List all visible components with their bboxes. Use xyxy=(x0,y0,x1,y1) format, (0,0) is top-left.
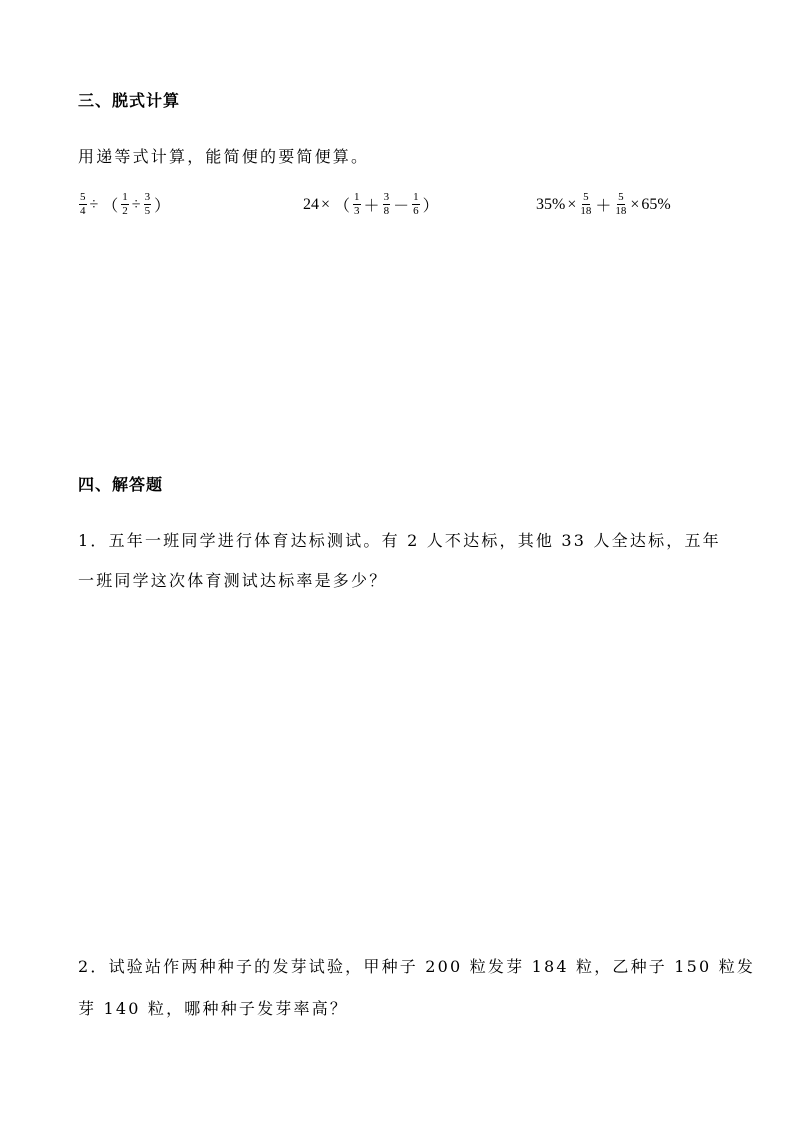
math-operator: ＋ xyxy=(595,198,612,215)
fraction-denominator: 8 xyxy=(383,205,390,217)
fraction xyxy=(144,192,152,217)
math-operator: ＋ xyxy=(363,198,380,215)
fraction-numerator: 1 xyxy=(413,191,419,203)
math-operator: × xyxy=(567,195,577,213)
fraction xyxy=(579,192,592,217)
fraction-numerator: 5 xyxy=(80,191,86,203)
fraction-numerator: 3 xyxy=(383,191,390,203)
fraction-numerator: 1 xyxy=(354,191,360,203)
fraction-numerator: 5 xyxy=(583,191,589,203)
math-operator: ） xyxy=(422,198,439,215)
math-term: 24 xyxy=(303,195,319,213)
fraction xyxy=(79,192,87,217)
fraction-denominator: 2 xyxy=(122,205,128,217)
expression-1 xyxy=(78,192,172,217)
math-operator: （ xyxy=(334,198,351,215)
fraction xyxy=(614,192,627,217)
fraction-denominator: 3 xyxy=(354,205,360,217)
math-operator: × xyxy=(321,195,331,213)
section-3-instruction: 用递等式计算，能简便的要简便算。 xyxy=(78,147,370,166)
question-1-line-1: 1．五年一班同学进行体育达标测试。有 2 人不达标，其他 33 人全达标，五年 xyxy=(78,531,721,550)
fraction xyxy=(412,192,420,217)
fraction xyxy=(383,192,391,217)
fraction-denominator: 6 xyxy=(413,205,419,217)
question-2-line-1: 2．试验站作两种种子的发芽试验，甲种子 200 粒发芽 184 粒，乙种子 150 粒发 xyxy=(78,957,756,976)
expression-2 xyxy=(303,192,441,217)
math-term: 65% xyxy=(641,195,671,213)
fraction xyxy=(121,192,129,217)
section-3-heading: 三、脱式计算 xyxy=(78,91,181,110)
math-operator: （ xyxy=(102,198,119,215)
math-operator: × xyxy=(630,195,640,213)
fraction-numerator: 3 xyxy=(144,191,151,203)
question-1-line-2: 一班同学这次体育测试达标率是多少？ xyxy=(78,571,388,590)
fraction-denominator: 4 xyxy=(80,205,86,217)
fraction-numerator: 5 xyxy=(618,191,624,203)
fraction-denominator: 18 xyxy=(580,205,592,217)
math-operator: ÷ xyxy=(89,195,99,213)
fraction-denominator: 5 xyxy=(144,205,151,217)
fraction-denominator: 18 xyxy=(615,205,627,217)
question-2-line-2: 芽 140 粒，哪种种子发芽率高？ xyxy=(78,999,349,1018)
math-operator: ） xyxy=(154,198,171,215)
math-term: 35% xyxy=(536,195,566,213)
fraction-numerator: 1 xyxy=(122,191,128,203)
section-4-heading: 四、解答题 xyxy=(78,475,164,494)
expression-3 xyxy=(536,192,671,217)
math-operator: － xyxy=(393,198,410,215)
fraction xyxy=(353,192,361,217)
math-operator: ÷ xyxy=(131,195,141,213)
